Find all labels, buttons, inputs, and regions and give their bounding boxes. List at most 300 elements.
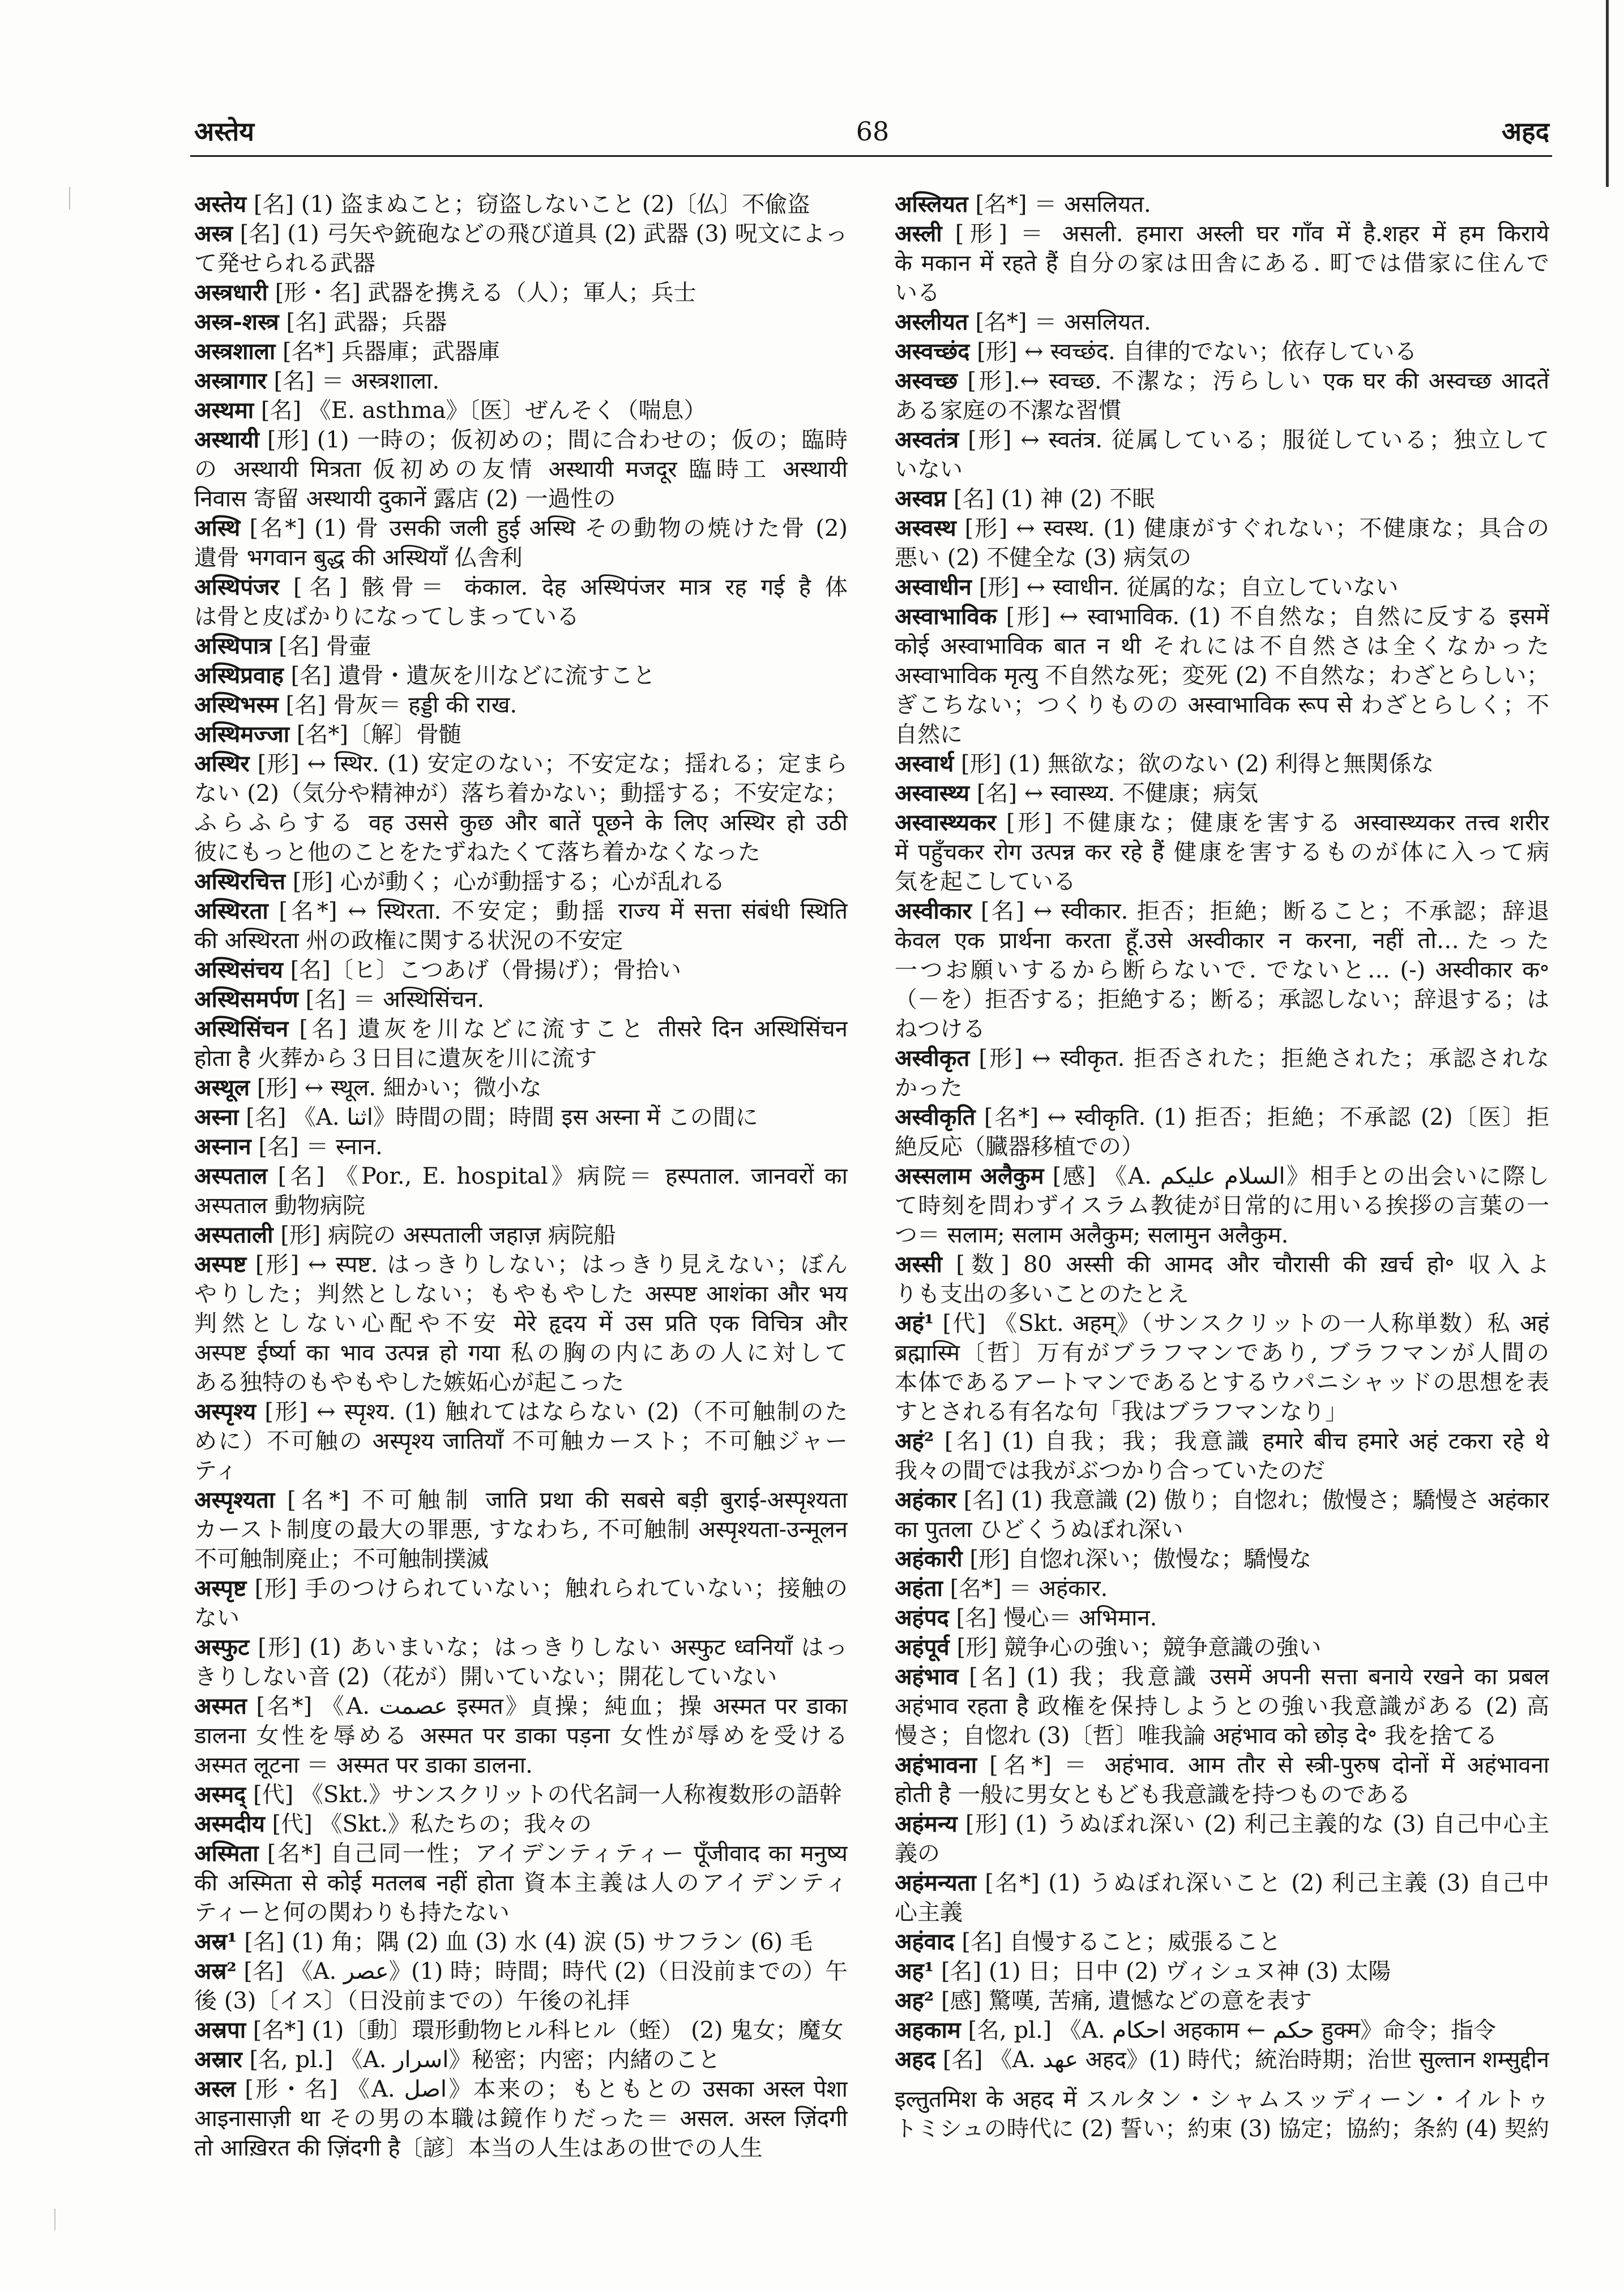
entry-continuation-line (194, 1427, 848, 1456)
definition-text: [名] (1) 盗まぬこと；窃盗しないこと (2)〔仏〕不偸盗 (246, 191, 810, 217)
line-text (895, 1191, 1549, 1220)
definition-text: डालना 女性を辱める अस्मत पर डाका पड़ना 女性が辱めを受ける (194, 1723, 848, 1749)
definition-text: 後 (3)〔イス〕（日没前までの）午後の礼拝 (194, 1988, 630, 2014)
entry-continuation-line (895, 838, 1549, 867)
definition-text: [代] 《Skt.》私たちの；我々の (264, 1811, 592, 1837)
definition-text: [名] (1) 我意識 (2) 傲り；自惚れ；傲慢さ；驕慢さ अहंकार (956, 1487, 1549, 1513)
definition-text: [形] ↔ स्वतंत्र. 従属している；服従している；独立して (959, 427, 1549, 453)
headword: अस्लियत (895, 191, 968, 217)
definition-text: は骨と皮ばかりになってしまっている (194, 604, 579, 630)
definition-text: [形] ＝ असली. हमारा अस्ली घर गाँव में है.शहर में हम किराये (942, 221, 1549, 247)
line-text (194, 1073, 542, 1103)
entry-first-line (895, 366, 1549, 396)
definition-text: में पहुँचकर रोग उत्पन्न कर रहे हैं 健康を害するものが体に入って病 (895, 839, 1549, 865)
entry-continuation-line (895, 1692, 1549, 1721)
entry-first-line (194, 1397, 848, 1427)
line-text (194, 897, 848, 926)
entry-first-line (895, 1927, 1549, 1957)
definition-text: [形] ↔ स्थिर. (1) 安定のない；不安定な；揺れる；定まら (249, 751, 848, 777)
entry-first-line (895, 1957, 1549, 1986)
headword: अहकाम (895, 2017, 961, 2043)
line-text (895, 396, 1121, 425)
entry-first-line (895, 1662, 1549, 1692)
headword: अस्ली (895, 220, 942, 247)
entry-first-line (895, 484, 1549, 514)
line-text (194, 2133, 763, 2163)
entry-continuation-line (895, 1515, 1549, 1544)
headword: अस्थमा (194, 397, 254, 424)
scan-tick-mark (54, 2209, 55, 2230)
entry-first-line (194, 1957, 848, 1986)
entry-continuation-line (194, 1868, 848, 1898)
entry-continuation-line (194, 602, 848, 631)
headword: अस्त्रागार (194, 368, 267, 394)
line-text (194, 1338, 848, 1368)
headword: अहद (895, 2046, 936, 2073)
line-text (895, 1486, 1549, 1515)
entry-first-line (194, 1692, 848, 1721)
definition-text: [形・名] 《A. اصل》本来の；もともとの उसका अस्ल पेशा (236, 2076, 848, 2102)
definition-text: [代] 《Skt.》サンスクリットの代名詞一人称複数形の語幹 (246, 1782, 842, 1808)
line-text (895, 543, 1191, 573)
definition-text: [形] ↔ स्वस्थ. (1) 健康がすぐれない；不健康な；具合の (956, 515, 1549, 541)
definition-text: 悪い (2) 不健全な (3) 病気の (895, 545, 1192, 571)
line-text (895, 838, 1549, 867)
headword: अस्वच्छंद (895, 338, 970, 365)
headword: अस्थिमज्जा (194, 721, 290, 748)
definition-text: ふらふらする वह उससे कुछ और बातें पूछने के लिए अस्थिर हो उठी (194, 810, 848, 836)
headword: अस्थि (194, 515, 241, 541)
line-text (895, 337, 1417, 366)
line-text (194, 602, 579, 631)
line-text (194, 1220, 616, 1250)
line-text (895, 219, 1549, 249)
headword: अस्थायी (194, 426, 259, 453)
headword: अस्पृश्यता (194, 1487, 275, 1513)
entry-continuation-line (194, 1721, 848, 1751)
entry-first-line (895, 808, 1549, 838)
entry-continuation-line (895, 1397, 1549, 1427)
line-text (895, 1898, 963, 1927)
entry-first-line (194, 308, 848, 337)
line-text (194, 1103, 758, 1132)
entry-first-line (895, 1574, 1549, 1603)
entry-continuation-line (194, 1338, 848, 1368)
line-text (895, 955, 1549, 985)
definition-text: （－を）拒否する；拒絶する；断る；承認しない；辞退する；は (895, 987, 1549, 1013)
headword: अस्थिरता (194, 898, 268, 924)
entry-first-line (194, 514, 848, 543)
line-text (895, 926, 1549, 955)
line-text (895, 1427, 1549, 1456)
line-text (895, 1957, 1391, 1986)
line-text (194, 308, 447, 337)
definition-text: [名] ＝ अस्थिसिंचन. (298, 987, 485, 1013)
definition-text: ねつける (895, 1016, 985, 1042)
line-text (895, 1368, 1549, 1397)
entry-first-line (194, 749, 848, 779)
line-text (194, 1044, 597, 1073)
definition-text: [形] (1) 無欲な；欲のない (2) 利得と無関係な (954, 751, 1434, 777)
line-text (194, 1898, 510, 1927)
definition-text: [名*] 《A. عصمت इस्मत》貞操；純血；操 अस्मत पर डाका (246, 1693, 848, 1719)
line-text (895, 1868, 1549, 1898)
line-text (194, 690, 517, 720)
line-text (194, 2104, 848, 2133)
definition-text: आइनासाज़ी था その男の本職は鏡作りだった＝ असल. अस्ल ज़िंदगी (194, 2106, 848, 2132)
line-text (194, 543, 523, 573)
entry-first-line (194, 720, 848, 749)
definition-text: ある独特のもやもやした嫉妬心が起こった (194, 1369, 625, 1395)
definition-text: [感] 驚嘆, 苦痛, 遺憾などの意を表す (934, 1988, 1312, 2014)
headword: अस्थिपात्र (194, 633, 272, 659)
entry-continuation-line (194, 1044, 848, 1073)
definition-text: [名] (1) 我；我意識 उसमें अपनी सत्ता बनाये रखने का प्रबल (958, 1664, 1549, 1690)
definition-text: [名] (1) 角；隅 (2) 血 (3) 水 (4) 涙 (5) サフラン (6) 毛 (237, 1929, 813, 1955)
line-text (194, 1132, 383, 1162)
line-text (895, 1692, 1549, 1721)
entry-continuation-line (895, 867, 1549, 897)
definition-text: [形] ↔ स्पृश्य. (1) 触れてはならない (2)（不可触制のた (256, 1399, 848, 1425)
headword: अहं¹ (895, 1310, 934, 1337)
headword: अस्वास्थ्य (895, 780, 970, 806)
definition-text: [名] 自慢すること；威張ること (954, 1929, 1281, 1955)
entry-first-line (194, 1633, 848, 1662)
line-text (194, 1279, 848, 1309)
entry-first-line (194, 985, 848, 1014)
entry-first-line (194, 1162, 848, 1191)
headword: अस्थिसमर्पण (194, 986, 298, 1013)
definition-text: होती है 一般に男女ともども我意識を持つものである (895, 1782, 1411, 1808)
headword: अस्मिता (194, 1840, 259, 1867)
line-text (194, 1927, 813, 1957)
definition-text: [形] 心が動く；心が動揺する；心が乱れる (285, 869, 725, 895)
line-text (895, 779, 1258, 808)
definition-text: 自然に (895, 722, 963, 748)
line-text (194, 1456, 238, 1486)
line-text (194, 2016, 843, 2045)
line-text (895, 308, 1151, 337)
line-text (895, 484, 1155, 514)
entry-first-line (194, 661, 848, 690)
definition-text: ぎこちない；つくりものの अस्वाभाविक रूप से わざとらしく；不 (895, 692, 1549, 718)
definition-text: りも支出の多いことのたとえ (895, 1281, 1189, 1307)
line-text (895, 690, 1549, 720)
line-text (194, 1721, 848, 1751)
definition-text: [名] (1) 日；日中 (2) ヴィシュヌ神 (3) 太陽 (934, 1958, 1391, 1984)
line-text (895, 1309, 1549, 1338)
line-text (194, 1397, 848, 1427)
definition-text: [名*] ＝ असलियत. (968, 309, 1151, 335)
line-text (194, 2075, 848, 2104)
line-text (895, 2045, 1549, 2075)
definition-text: [形].↔ स्वच्छ. 不潔な；汚らしい एक घर की अस्वच्छ आदतें (958, 368, 1549, 394)
entry-first-line (895, 1809, 1549, 1839)
headword: अहंमन्य (895, 1811, 958, 1837)
line-text (895, 573, 1399, 602)
entry-continuation-line (895, 543, 1549, 573)
definition-text: 心主義 (895, 1900, 963, 1926)
entry-continuation-line (895, 1073, 1549, 1103)
headword: अहंवाद (895, 1928, 955, 1955)
line-text (194, 1544, 489, 1574)
line-text (194, 779, 848, 808)
line-text (895, 2114, 1549, 2144)
entry-first-line (194, 1132, 848, 1162)
entry-first-line (194, 396, 848, 425)
entry-first-line (194, 190, 848, 219)
line-text (895, 249, 1549, 278)
entry-continuation-line (194, 1603, 848, 1633)
page-number: 68 (856, 116, 890, 147)
running-head-right: अहद (1502, 116, 1549, 147)
entry-first-line (895, 1162, 1549, 1191)
entry-continuation-line (194, 1751, 848, 1780)
line-text (895, 1014, 985, 1044)
entry-first-line (194, 278, 848, 308)
line-text (895, 1103, 1549, 1132)
entry-continuation-line (895, 1456, 1549, 1486)
line-text (895, 1279, 1189, 1309)
headword: अहंभाव (895, 1663, 959, 1690)
definition-text: て発せられる武器 (194, 250, 375, 276)
definition-text: やりした；判然としない；もやもやした अस्पष्ट आशंका और भय (194, 1281, 848, 1307)
entry-first-line (895, 337, 1549, 366)
definition-text: [代] 《Skt. अहम्》（サンスクリットの一人称単数）私 अहं (934, 1311, 1549, 1337)
line-text (895, 1162, 1549, 1191)
entry-first-line (895, 308, 1549, 337)
entry-continuation-line (194, 1191, 848, 1220)
entry-continuation-line (895, 1279, 1549, 1309)
headword: अहंकारी (895, 1546, 963, 1572)
definition-text: めに）不可触の अस्पृश्य जातियाँ 不可触カースト；不可触ジャー (194, 1428, 848, 1454)
entry-first-line (194, 1574, 848, 1603)
line-text (895, 1515, 1183, 1544)
entry-continuation-line (895, 926, 1549, 955)
headword: अस्त्र (194, 220, 233, 247)
definition-text: अहंभाव रहता है 政権を保持しようとの強い我意識がある (2) 高 (895, 1693, 1549, 1719)
entry-continuation-line (194, 484, 848, 514)
headword: अस्वच्छ (895, 368, 958, 394)
entry-continuation-line (895, 2085, 1549, 2114)
definition-text: [形] (1) あいまいな；はっきりしない अस्फुट ध्वनियाँ はっ (249, 1634, 848, 1661)
definition-text: [名*] 兵器庫；武器庫 (275, 339, 500, 365)
definition-text: [名] 骸骨＝ कंकाल. देह अस्थिपंजर मात्र रह गई है 体 (279, 574, 848, 600)
entry-first-line (194, 219, 848, 249)
line-text (194, 1986, 630, 2016)
line-text (194, 249, 375, 278)
definition-text: केवल एक प्रार्थना करता हूँ.उसे अस्वीकार न करना, नहीं तो…たった (895, 928, 1549, 954)
headword: अस्थिर (194, 750, 250, 777)
line-text (194, 867, 725, 897)
definition-text: [感] 《A. السلام عليكم》相手との出会いに際し (1044, 1163, 1549, 1189)
definition-text: की अस्मिता से कोई मतलब नहीं होता 資本主義は人のアイデンティ (194, 1870, 848, 1896)
definition-text: かった (895, 1075, 963, 1101)
headword: अस्वप्न (895, 485, 947, 512)
line-text (895, 1809, 1549, 1839)
headword: अस्थिप्रवाह (194, 662, 284, 689)
line-text (895, 2016, 1496, 2045)
line-text (194, 749, 848, 779)
line-text (895, 514, 1549, 543)
definition-text: [名] 骨壷 (271, 633, 372, 659)
line-text (895, 749, 1434, 779)
headword: अस्त्रशाला (194, 338, 276, 365)
entry-first-line (194, 1927, 848, 1957)
definition-text: [名] 遺骨・遺灰を川などに流すこと (283, 663, 656, 689)
definition-text: [名*] ＝ असलियत. (968, 191, 1151, 217)
line-text (895, 661, 1549, 690)
definition-text: की अस्थिरता 州の政権に関する状況の不安定 (194, 928, 623, 954)
line-text (194, 955, 681, 985)
definition-text: [名] 《E. asthma》〔医〕ぜんそく（喘息） (254, 398, 707, 424)
entry-first-line (194, 690, 848, 720)
definition-text: カースト制度の最大の罪悪, すなわち, 不可触制 अस्पृश्यता-उन्मूलन (194, 1517, 848, 1543)
line-text (895, 1839, 940, 1868)
headword: अहंपद (895, 1604, 949, 1631)
headword: अस्मदीय (194, 1811, 265, 1837)
headword: अस्रार (194, 2046, 242, 2073)
line-text (895, 1721, 1498, 1751)
entry-first-line (895, 1544, 1549, 1574)
definition-text: ない (194, 1605, 240, 1631)
entry-first-line (194, 1220, 848, 1250)
definition-text: [名, pl.] 《A. احكام अहकाम ← حكم हुक्म》命令；指令 (960, 2017, 1497, 2043)
entry-continuation-line (895, 690, 1549, 720)
line-text (895, 1986, 1312, 2016)
entry-first-line (895, 514, 1549, 543)
definition-text: の अस्थायी मित्रता 仮初めの友情 अस्थायी मजदूर 臨時工 अस्थायी (194, 456, 848, 483)
definition-text: [名*] ↔ स्वीकृति. (1) 拒否；拒絶；不承認 (2)〔医〕拒 (975, 1104, 1549, 1130)
entry-first-line (895, 573, 1549, 602)
entry-continuation-line (194, 543, 848, 573)
definition-text: いない (895, 456, 963, 483)
entry-first-line (895, 1309, 1549, 1338)
headword: अस्रपा (194, 2017, 246, 2043)
definition-text: [形] ↔ स्वच्छंद. 自律的でない；依存している (969, 339, 1417, 365)
line-text (194, 1603, 240, 1633)
entry-continuation-line (194, 1515, 848, 1544)
headword: अस्वार्थ (895, 750, 954, 777)
entry-first-line (895, 1751, 1549, 1780)
definition-text: ない (2)（気分や精神が）落ち着かない；動揺する；不安定な； (194, 780, 848, 806)
entry-continuation-line (194, 2104, 848, 2133)
headword: अस्मद् (194, 1781, 246, 1808)
headword: अस्थिरचित्त (194, 868, 285, 895)
entry-first-line (194, 337, 848, 366)
definition-text: 本体であるアートマンであるとするウパニシャッドの思想を表 (895, 1369, 1549, 1395)
headword: अस्त्रधारी (194, 279, 268, 306)
headword: अस्थिभस्म (194, 692, 279, 718)
headword: अहंपूर्व (895, 1634, 950, 1661)
headword: अहंभावना (895, 1752, 977, 1778)
definition-text: [形] ↔ स्वाभाविक. (1) 不自然な；自然に反する इसमें (997, 604, 1549, 630)
entry-first-line (895, 602, 1549, 631)
definition-text: いる (895, 280, 940, 306)
entry-first-line (194, 631, 848, 661)
entry-continuation-line (895, 1220, 1549, 1250)
headword: अहंमन्यता (895, 1870, 976, 1896)
definition-text: [形] 自惚れ深い；傲慢な；驕慢な (962, 1546, 1312, 1572)
entry-continuation-line (194, 1456, 848, 1486)
headword: अहं² (895, 1428, 934, 1454)
line-text (895, 631, 1549, 661)
entry-continuation-line (895, 1898, 1549, 1927)
line-text (895, 1220, 1288, 1250)
entry-continuation-line (194, 1368, 848, 1397)
line-text (194, 425, 848, 455)
definition-text: [名] ＝ अस्त्रशाला. (266, 368, 440, 394)
definition-text: [名*] 自己同一性；アイデンティティー पूँजीवाद का मनुष्य (258, 1841, 848, 1867)
entry-continuation-line (194, 1662, 848, 1692)
headword: अस्वीकार (895, 898, 972, 924)
entry-continuation-line (194, 249, 848, 278)
headword: अस्वास्थ्यकर (895, 809, 997, 836)
headword: अस्ल (194, 2076, 236, 2102)
headword: अस्लीयत (895, 309, 968, 335)
definition-text: て時刻を問わずイスラム教徒が日常的に用いる挨拶の言葉の一 (895, 1193, 1549, 1219)
headword: अस्सलाम अलैकुम (895, 1163, 1044, 1189)
entry-continuation-line (194, 808, 848, 838)
definition-text: इल्तुतमिश के अहद में スルタン・シャムスッディーン・イルトゥ (895, 2086, 1549, 2112)
entry-first-line (194, 425, 848, 455)
entry-continuation-line (194, 455, 848, 484)
definition-text: ティ (194, 1458, 238, 1484)
definition-text: [名*] ＝ अहंकार. (942, 1576, 1108, 1602)
line-text (194, 631, 371, 661)
line-text (895, 425, 1549, 455)
entry-continuation-line (895, 661, 1549, 690)
line-text (895, 1397, 1348, 1427)
line-text (895, 190, 1151, 219)
headword: अस्फुट (194, 1634, 250, 1661)
definition-text: [名] (1) 弓矢や銃砲などの飛び道具 (2) 武器 (3) 呪文によっ (232, 221, 848, 247)
definition-text: [名] 《A. اثنا》時間の間；時間 इस अस्ना में この間に (238, 1104, 758, 1130)
line-text (194, 1191, 365, 1220)
scan-edge-mark (1606, 0, 1609, 187)
definition-text: [名]〔ヒ〕こつあげ（骨揚げ）；骨拾い (283, 957, 682, 983)
headword: अस्तेय (194, 191, 247, 217)
line-text (194, 1309, 848, 1338)
headword: अस्ना (194, 1104, 239, 1130)
entry-first-line (895, 2016, 1549, 2045)
line-text (895, 897, 1549, 926)
entry-first-line (895, 1044, 1549, 1073)
entry-first-line (194, 1014, 848, 1044)
line-text (895, 1250, 1549, 1279)
running-head-left: अस्तेय (194, 116, 254, 147)
line-text (895, 985, 1549, 1014)
definition-text: [名] 骨灰＝ हड्डी की राख. (278, 692, 518, 718)
headword: अस्र² (194, 1958, 237, 1984)
definition-text: [名*] ↔ स्थिरता. 不安定；動揺 राज्य में सत्ता संबंधी स्थिति (268, 898, 848, 924)
entry-continuation-line (895, 2114, 1549, 2144)
line-text (895, 455, 963, 484)
entry-continuation-line (895, 1368, 1549, 1397)
entry-first-line (895, 1868, 1549, 1898)
definition-text: [形] 手のつけられていない；触れられていない；接触の (246, 1576, 848, 1602)
entry-continuation-line (194, 1309, 848, 1338)
line-text (194, 1368, 624, 1397)
definition-text: [名*] 不可触制 जाति प्रथा की सबसे बड़ी बुराई-अस्पृश्यता (275, 1487, 848, 1513)
entry-continuation-line (895, 1721, 1549, 1751)
entry-continuation-line (895, 249, 1549, 278)
definition-text: [名] 慢心＝ अभिमान. (948, 1605, 1157, 1631)
entry-first-line (895, 425, 1549, 455)
entry-continuation-line (895, 1839, 1549, 1868)
line-text (194, 1427, 848, 1456)
entry-first-line (895, 1486, 1549, 1515)
